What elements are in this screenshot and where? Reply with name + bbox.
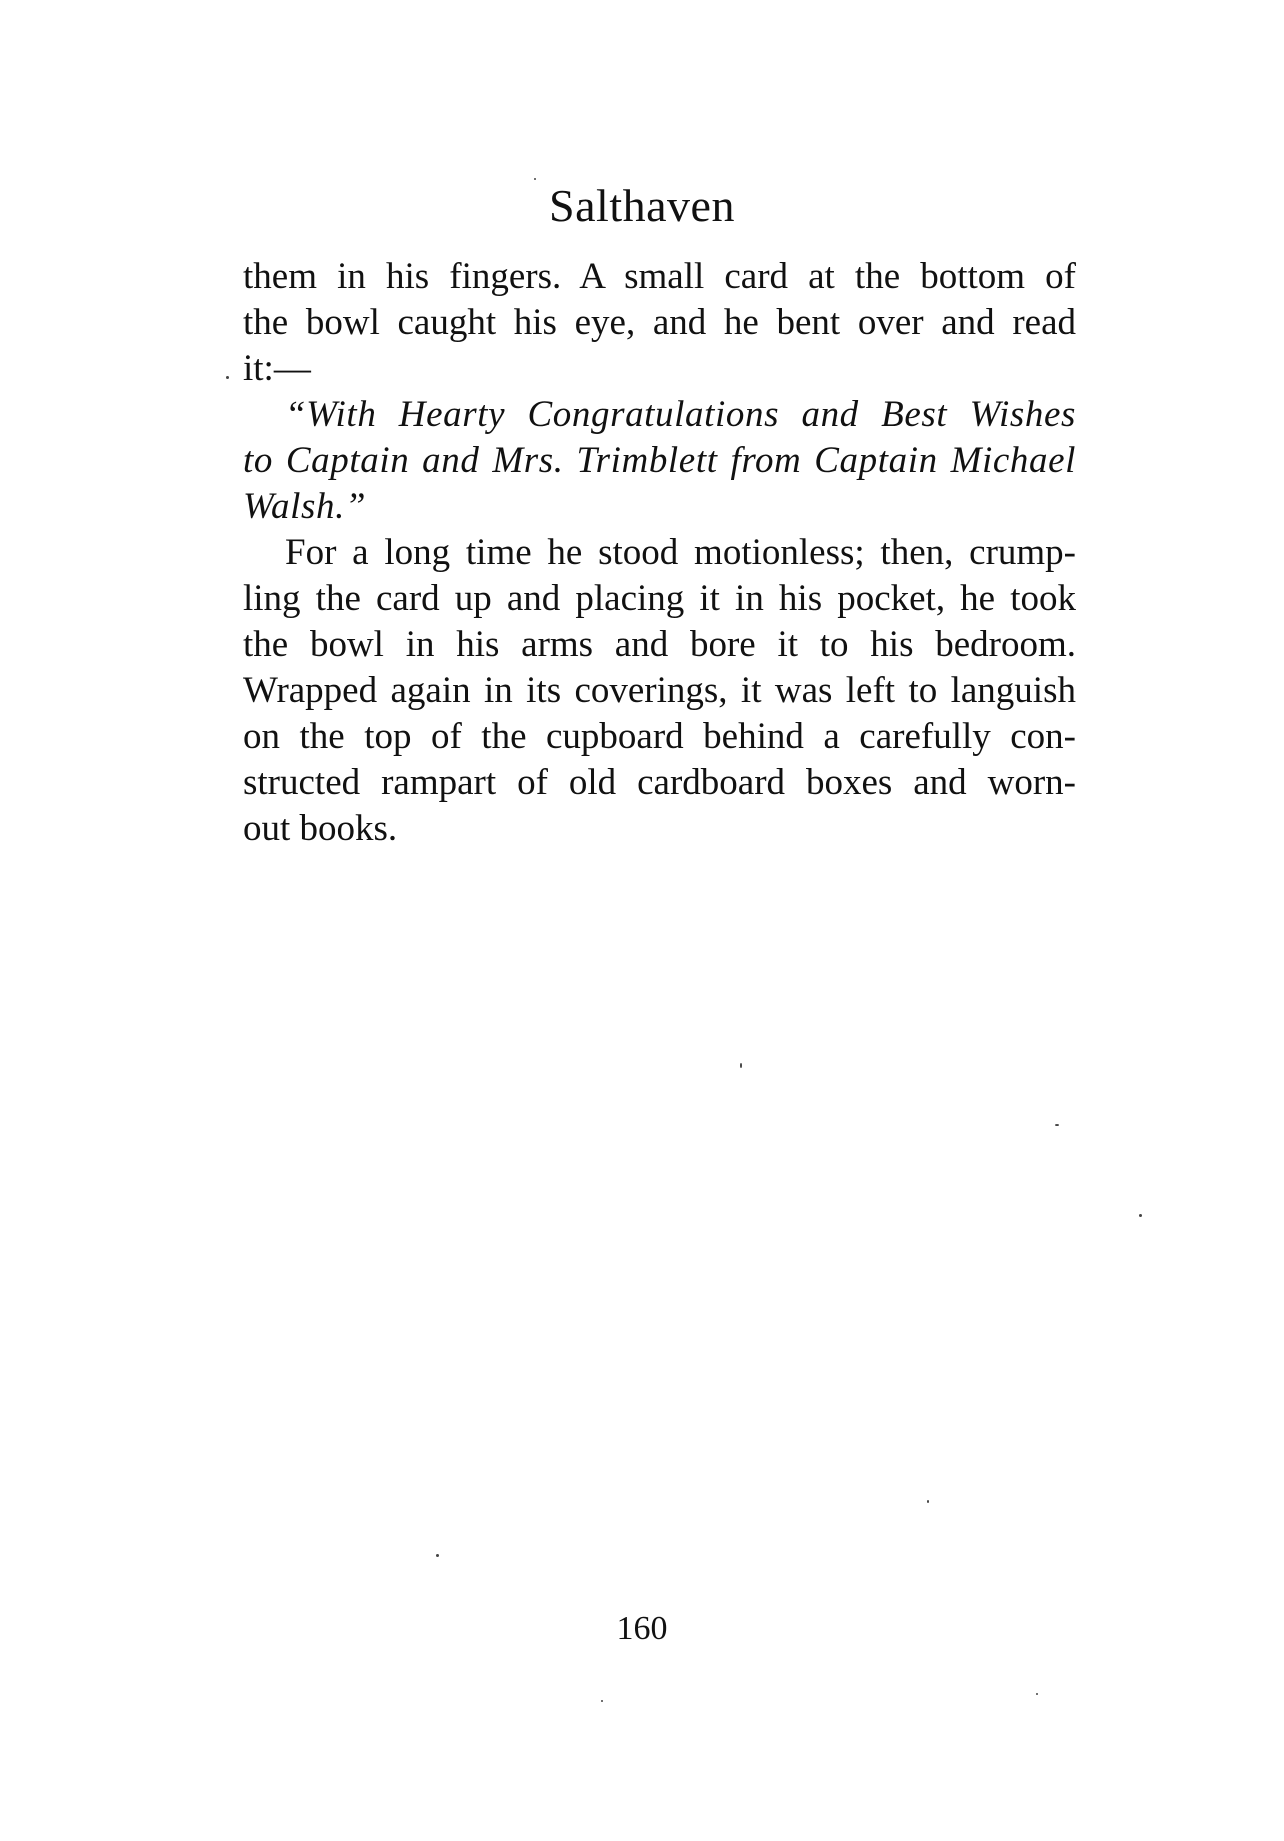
text-line: structed rampart of old cardboard boxes and worn- [243, 762, 1076, 803]
scan-speck [601, 1700, 603, 1702]
paragraph [243, 254, 1076, 392]
scan-speck [226, 376, 229, 379]
text-line: ling the card up and placing it in his pocket, he took [243, 578, 1076, 619]
running-head: Salthaven [549, 180, 735, 231]
scan-speck [740, 1063, 742, 1068]
scan-speck [1036, 1693, 1038, 1695]
scan-speck [927, 1500, 929, 1503]
text-line: them in his fingers. A small card at the bottom of [243, 256, 1076, 297]
text-line: For a long time he stood motionless; then, crump- [285, 532, 1076, 573]
text-line: to Captain and Mrs. Trimblett from Captain Michael [243, 440, 1076, 481]
text-line: the bowl caught his eye, and he bent over and read [243, 302, 1076, 343]
page-number: 160 [616, 1610, 668, 1647]
quoted-card-text [243, 392, 1076, 530]
body-text [243, 254, 1076, 852]
text-line: on the top of the cupboard behind a carefully con- [243, 716, 1076, 757]
scan-speck [1139, 1214, 1142, 1217]
text-line: it:— [243, 348, 311, 389]
scan-speck [1055, 1124, 1059, 1126]
text-line: out books. [243, 808, 398, 849]
text-line: the bowl in his arms and bore it to his bedroom. [243, 624, 1076, 665]
text-line: “With Hearty Congratulations and Best Wishes [285, 394, 1076, 435]
scan-speck [436, 1554, 439, 1557]
text-line: Walsh.” [243, 486, 367, 527]
scan-speck [534, 178, 536, 180]
text-line: Wrapped again in its coverings, it was left to languish [243, 670, 1076, 711]
paragraph [243, 530, 1076, 852]
